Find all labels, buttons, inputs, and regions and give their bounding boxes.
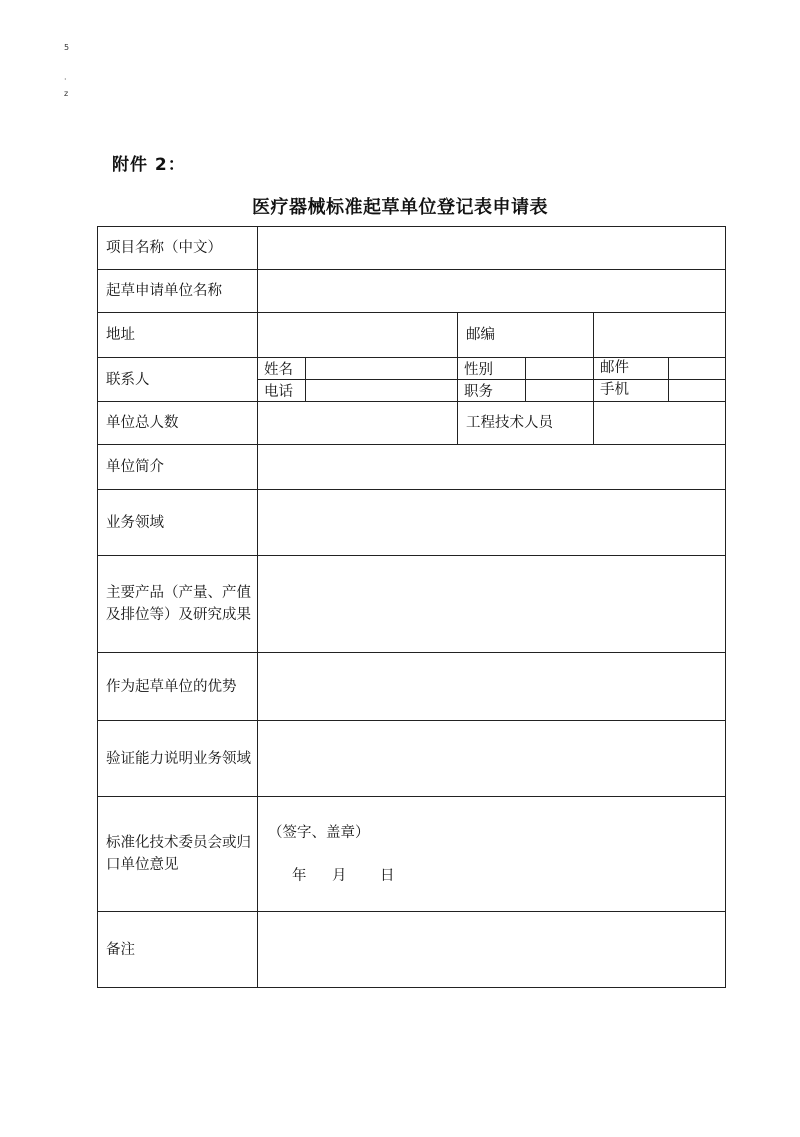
row-advantage bbox=[98, 653, 726, 721]
margin-mark-1: 5 bbox=[64, 43, 70, 52]
contact-phone-label: 电话 bbox=[258, 380, 306, 402]
form-title: 医疗器械标准起草单位登记表申请表 bbox=[252, 197, 548, 218]
address-label: 地址 bbox=[98, 313, 258, 358]
project-name-field[interactable] bbox=[258, 227, 726, 270]
unit-intro-label: 单位简介 bbox=[98, 445, 258, 490]
attachment-label: 附件 2： bbox=[112, 155, 186, 175]
contact-gender-label: 性别 bbox=[458, 358, 526, 380]
contact-phone-field[interactable] bbox=[306, 380, 458, 402]
row-main-products bbox=[98, 556, 726, 653]
total-staff-label: 单位总人数 bbox=[98, 402, 258, 445]
row-project-name bbox=[98, 227, 726, 270]
contact-mobile-field[interactable] bbox=[669, 380, 725, 401]
address-field[interactable] bbox=[258, 313, 458, 358]
registration-form-table bbox=[97, 226, 726, 988]
margin-mark-2: · bbox=[64, 75, 67, 84]
remarks-label: 备注 bbox=[98, 912, 258, 988]
margin-mark-3: z bbox=[64, 89, 69, 98]
project-name-label: 项目名称（中文） bbox=[98, 227, 258, 270]
row-drafting-unit bbox=[98, 270, 726, 313]
postcode-label: 邮编 bbox=[458, 313, 594, 358]
row-business-field bbox=[98, 490, 726, 556]
contact-email-label: 邮件 bbox=[594, 358, 669, 379]
contact-email-cell bbox=[594, 358, 726, 380]
business-field-field[interactable] bbox=[258, 490, 726, 556]
contact-name-field[interactable] bbox=[306, 358, 458, 380]
contact-position-label: 职务 bbox=[458, 380, 526, 402]
advantage-label: 作为起草单位的优势 bbox=[98, 653, 258, 721]
postcode-field[interactable] bbox=[594, 313, 726, 358]
total-staff-field[interactable] bbox=[258, 402, 458, 445]
row-committee-opinion bbox=[98, 797, 726, 912]
date-day-label: 日 bbox=[380, 868, 395, 884]
engineering-staff-field[interactable] bbox=[594, 402, 726, 445]
verification-field[interactable] bbox=[258, 721, 726, 797]
verification-label: 验证能力说明业务领域 bbox=[98, 721, 258, 797]
row-address bbox=[98, 313, 726, 358]
engineering-staff-label: 工程技术人员 bbox=[458, 402, 594, 445]
contact-label: 联系人 bbox=[98, 358, 258, 402]
contact-mobile-label: 手机 bbox=[594, 380, 669, 401]
contact-gender-field[interactable] bbox=[526, 358, 594, 380]
committee-opinion-field[interactable] bbox=[258, 797, 726, 912]
committee-opinion-label: 标准化技术委员会或归口单位意见 bbox=[98, 797, 258, 912]
drafting-unit-field[interactable] bbox=[258, 270, 726, 313]
contact-position-field[interactable] bbox=[526, 380, 594, 402]
row-remarks bbox=[98, 912, 726, 988]
date-month-label: 月 bbox=[332, 868, 347, 884]
contact-email-field[interactable] bbox=[669, 358, 725, 379]
row-contact-1 bbox=[98, 358, 726, 380]
drafting-unit-label: 起草申请单位名称 bbox=[98, 270, 258, 313]
row-staff bbox=[98, 402, 726, 445]
contact-mobile-cell bbox=[594, 380, 726, 402]
remarks-field[interactable] bbox=[258, 912, 726, 988]
signature-note: （签字、盖章） bbox=[268, 825, 370, 841]
main-products-field[interactable] bbox=[258, 556, 726, 653]
row-unit-intro bbox=[98, 445, 726, 490]
advantage-field[interactable] bbox=[258, 653, 726, 721]
contact-name-label: 姓名 bbox=[258, 358, 306, 380]
date-year-label: 年 bbox=[292, 868, 307, 884]
row-verification bbox=[98, 721, 726, 797]
unit-intro-field[interactable] bbox=[258, 445, 726, 490]
main-products-label: 主要产品（产量、产值及排位等）及研究成果 bbox=[98, 556, 258, 653]
business-field-label: 业务领域 bbox=[98, 490, 258, 556]
